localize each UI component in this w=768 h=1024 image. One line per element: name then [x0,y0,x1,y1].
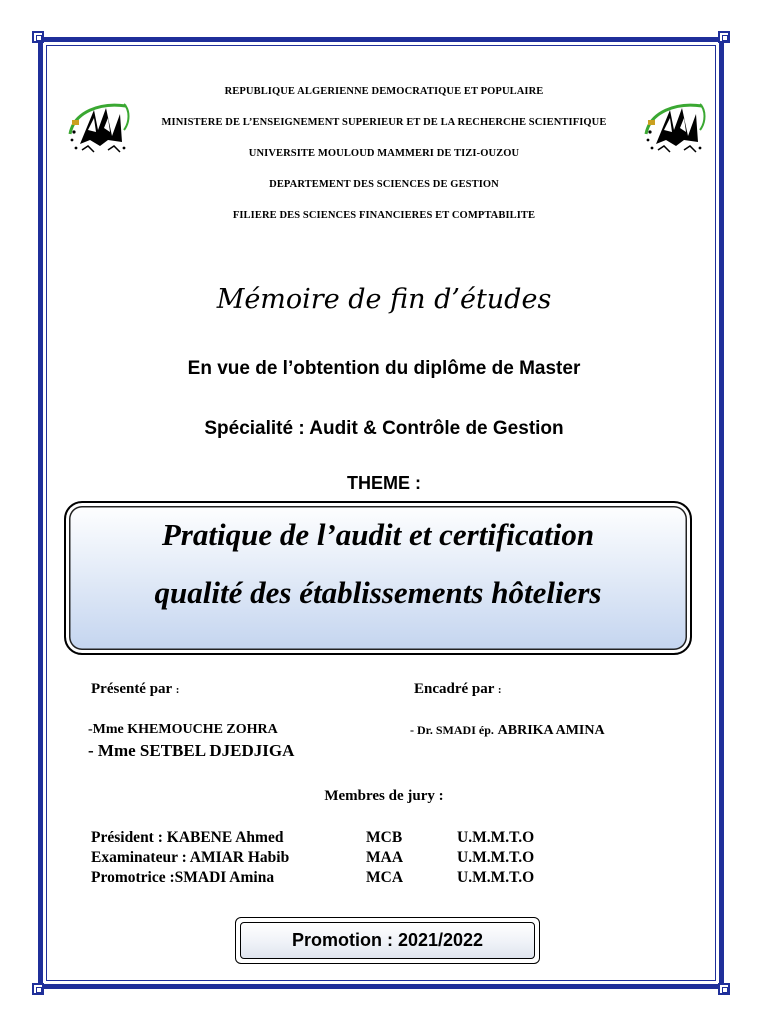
border-corner-ornament [718,31,730,43]
promotion-box [235,917,540,964]
theme-title-line1: Pratique de l’audit et certification [161,517,595,552]
university-logo-icon [640,100,712,156]
memoire-title: Mémoire de fin d’études [216,284,552,315]
supervised-by-label: Encadré par : [414,681,502,697]
header-university: UNIVERSITE MOULOUD MAMMERI DE TIZI-OUZOU [248,148,520,159]
header-republic: REPUBLIQUE ALGERIENNE DEMOCRATIQUE ET POPULAIRE [224,86,544,97]
border-corner-ornament [32,983,44,995]
header-filiere: FILIERE DES SCIENCES FINANCIERES ET COMPTABILITE [232,210,536,221]
promotion-label: Promotion : 2021/2022 [240,922,535,959]
supervisor: - Dr. SMADI ép. ABRIKA AMINA [410,723,605,738]
header-ministry: MINISTERE DE L’ENSEIGNEMENT SUPERIEUR ET DE LA RECHERCHE SCIENTIFIQUE [161,117,607,128]
theme-title-line2: qualité des établissements hôteliers [154,575,602,610]
diploma-line: En vue de l’obtention du diplôme de Master [187,358,581,379]
university-logo-icon [64,100,136,156]
student-1: -Mme KHEMOUCHE ZOHRA [88,722,278,737]
specialty-line: Spécialité : Audit & Contrôle de Gestion [204,418,564,439]
border-corner-ornament [718,983,730,995]
student-2: - Mme SETBEL DJEDJIGA [88,741,295,760]
border-corner-ornament [32,31,44,43]
presented-by-label: Présenté par : [91,681,180,697]
header-department: DEPARTEMENT DES SCIENCES DE GESTION [269,179,499,190]
theme-label: THEME : [347,473,421,493]
jury-title: Membres de jury : [324,788,444,804]
